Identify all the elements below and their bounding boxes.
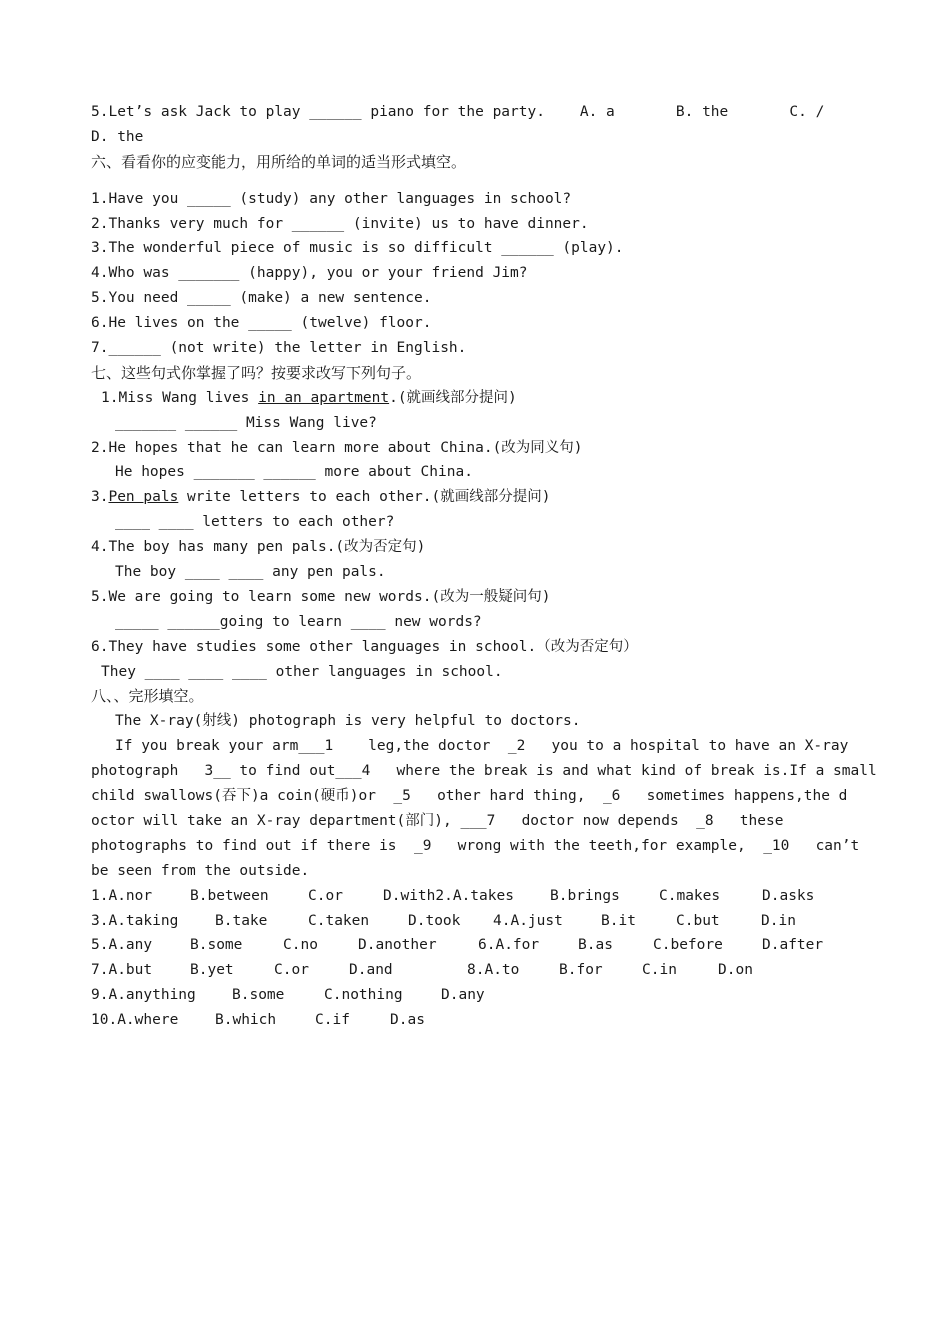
fill-item: 5.You need _____ (make) a new sentence. xyxy=(91,290,432,307)
rewrite-answer: _______ ______ Miss Wang live? xyxy=(115,414,377,431)
rewrite-answer: He hopes _______ ______ more about China. xyxy=(115,464,473,481)
question-line: D. the xyxy=(91,128,144,145)
rewrite-answer: _____ ______going to learn ____ new words? xyxy=(115,613,482,630)
rewrite-question: 1.Miss Wang lives in an apartment.(就画线部分提问) xyxy=(101,389,517,406)
passage-line: photograph 3__ to find out___4 where the break is and what kind of break is.If a small xyxy=(91,763,877,780)
worksheet xyxy=(91,100,877,1033)
rewrite-question: 3.Pen pals write letters to each other.(就画线部分提问) xyxy=(91,489,551,506)
underlined-phrase: Pen pals xyxy=(108,489,179,506)
passage-line: child swallows(吞下)a coin(硬币)or _5 other hard thing, _6 sometimes happens,the d xyxy=(91,788,848,805)
rewrite-answer: ____ ____ letters to each other? xyxy=(115,514,395,531)
fill-item: 1.Have you _____ (study) any other languages in school? xyxy=(91,190,572,207)
rewrite-question: 2.He hopes that he can learn more about China.(改为同义句) xyxy=(91,439,583,456)
section-heading-8: 八、、完形填空。 xyxy=(91,687,204,706)
question-line: 5.Let’s ask Jack to play ______ piano for the party. A. a B. the C. / xyxy=(91,104,825,120)
fill-item: 2.Thanks very much for ______ (invite) us to have dinner. xyxy=(91,215,589,232)
options-row: 5.A.any B.some C.no D.another 6.A.for B.as C.before D.after xyxy=(91,937,824,954)
passage-line: If you break your arm___1 leg,the doctor _2 you to a hospital to have an X-ray xyxy=(115,738,849,755)
passage-line: be seen from the outside. xyxy=(91,862,310,879)
section-heading-7: 七、这些句式你掌握了吗？按要求改写下列句子。 xyxy=(91,363,422,382)
underlined-phrase: in an apartment xyxy=(258,389,390,406)
rewrite-question: 6.They have studies some other languages in school.（改为否定句） xyxy=(91,638,638,655)
options-row: 10.A.where B.which C.if D.as xyxy=(91,1012,425,1029)
passage-line: octor will take an X-ray department(部门), ___7 doctor now depends _8 these xyxy=(91,812,784,829)
fill-item: 7.______ (not write) the letter in English. xyxy=(91,340,467,357)
fill-item: 4.Who was _______ (happy), you or your friend Jim? xyxy=(91,265,528,282)
passage-line: photographs to find out if there is _9 wrong with the teeth,for example, _10 can’t xyxy=(91,837,860,854)
options-row: 3.A.taking B.take C.taken D.took 4.A.just B.it C.but D.in xyxy=(91,912,796,929)
rewrite-question: 4.The boy has many pen pals.(改为否定句) xyxy=(91,539,426,556)
rewrite-question: 5.We are going to learn some new words.(改为一般疑问句) xyxy=(91,588,551,605)
section-heading-6: 六、看看你的应变能力，用所给的单词的适当形式填空。 xyxy=(91,152,467,171)
options-row: 1.A.nor B.between C.or D.with2.A.takes B.brings C.makes D.asks xyxy=(91,887,815,904)
options-row: 9.A.anything B.some C.nothing D.any xyxy=(91,987,485,1004)
rewrite-answer: They ____ ____ ____ other languages in school. xyxy=(101,663,503,680)
rewrite-answer: The boy ____ ____ any pen pals. xyxy=(115,564,386,581)
fill-item: 3.The wonderful piece of music is so difficult ______ (play). xyxy=(91,240,624,257)
fill-item: 6.He lives on the _____ (twelve) floor. xyxy=(91,315,432,332)
passage-line: The X-ray(射线) photograph is very helpful to doctors. xyxy=(115,713,581,730)
options-row: 7.A.but B.yet C.or D.and 8.A.to B.for C.in D.on xyxy=(91,962,753,979)
